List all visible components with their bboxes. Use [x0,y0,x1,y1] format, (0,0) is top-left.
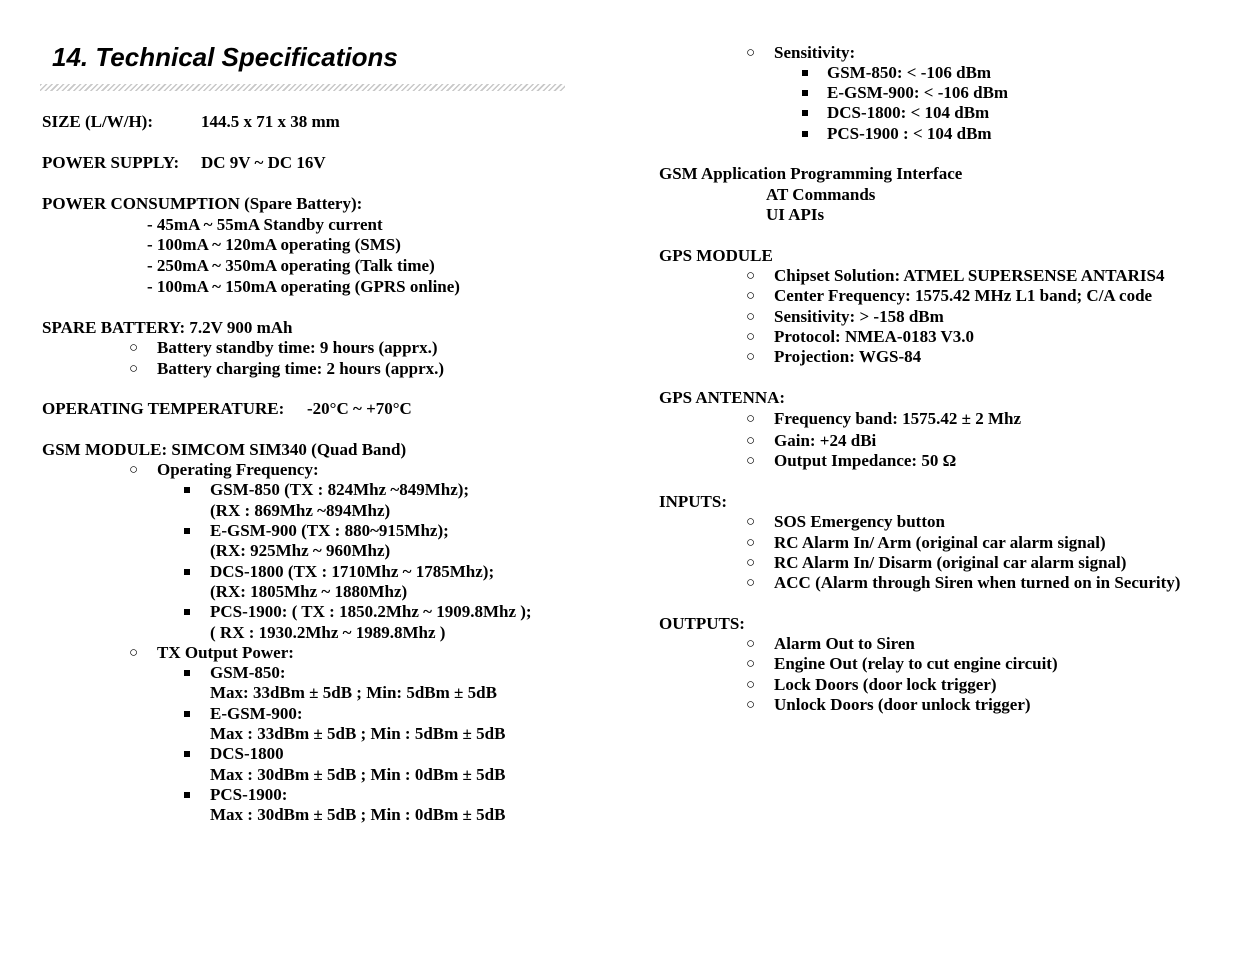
page-title: 14. Technical Specifications [52,42,398,72]
inputs-item: RC Alarm In/ Arm (original car alarm signal) [774,533,1106,552]
circle-bullet-icon: ○ [746,697,756,713]
spare-battery-label: SPARE BATTERY: 7.2V 900 mAh [42,318,293,337]
sensitivity-item: GSM-850: < -106 dBm [827,63,992,82]
operating-temperature-value: -20°C ~ +70°C [307,399,412,418]
square-bullet-icon [802,90,808,96]
spare-battery-item: Battery charging time: 2 hours (apprx.) [157,359,445,378]
frequency-band-line: (RX: 1805Mhz ~ 1880Mhz) [210,582,408,601]
gps-module-label: GPS MODULE [659,246,773,265]
square-bullet-icon [802,110,808,116]
gps-module-item: Center Frequency: 1575.42 MHz L1 band; C/A code [774,286,1153,305]
operating-temperature-label: OPERATING TEMPERATURE: [42,399,285,418]
frequency-band-line: GSM-850 (TX : 824Mhz ~849Mhz); [210,480,470,499]
size-label: SIZE (L/W/H): [42,112,153,131]
sensitivity-label: Sensitivity: [774,43,856,62]
frequency-band-line: (RX: 925Mhz ~ 960Mhz) [210,541,391,560]
title-divider [40,84,565,91]
square-bullet-icon [802,131,808,137]
square-bullet-icon [802,70,808,76]
square-bullet-icon [184,487,190,493]
frequency-band-line: (RX : 869Mhz ~894Mhz) [210,501,391,520]
frequency-band-line: ( RX : 1930.2Mhz ~ 1989.8Mhz ) [210,623,446,642]
api-item: UI APIs [766,205,825,224]
square-bullet-icon [184,609,190,615]
circle-bullet-icon: ○ [746,45,756,61]
circle-bullet-icon: ○ [746,656,756,672]
gps-module-item: Sensitivity: > -158 dBm [774,307,944,326]
frequency-band-line: DCS-1800 (TX : 1710Mhz ~ 1785Mhz); [210,562,495,581]
frequency-band-line: E-GSM-900 (TX : 880~915Mhz); [210,521,449,540]
circle-bullet-icon: ○ [129,361,139,377]
tx-power-line: E-GSM-900: [210,704,303,723]
circle-bullet-icon: ○ [129,462,139,478]
size-value: 144.5 x 71 x 38 mm [201,112,340,131]
sensitivity-item: PCS-1900 : < 104 dBm [827,124,992,143]
circle-bullet-icon: ○ [746,555,756,571]
outputs-item: Unlock Doors (door unlock trigger) [774,695,1031,714]
tx-power-line: Max : 33dBm ± 5dB ; Min : 5dBm ± 5dB [210,724,506,743]
gsm-module-label: GSM MODULE: SIMCOM SIM340 (Quad Band) [42,440,407,459]
outputs-item: Engine Out (relay to cut engine circuit) [774,654,1058,673]
circle-bullet-icon: ○ [746,514,756,530]
gps-antenna-item: Frequency band: 1575.42 ± 2 Mhz [774,409,1022,428]
circle-bullet-icon: ○ [129,645,139,661]
circle-bullet-icon: ○ [746,433,756,449]
circle-bullet-icon: ○ [746,349,756,365]
outputs-label: OUTPUTS: [659,614,745,633]
square-bullet-icon [184,569,190,575]
outputs-item: Lock Doors (door lock trigger) [774,675,997,694]
api-item: AT Commands [766,185,876,204]
tx-power-line: PCS-1900: [210,785,288,804]
square-bullet-icon [184,792,190,798]
circle-bullet-icon: ○ [746,329,756,345]
sensitivity-item: E-GSM-900: < -106 dBm [827,83,1009,102]
circle-bullet-icon: ○ [746,535,756,551]
inputs-item: ACC (Alarm through Siren when turned on in Security) [774,573,1181,592]
gps-antenna-label: GPS ANTENNA: [659,388,786,407]
tx-power-line: GSM-850: [210,663,286,682]
tx-power-line: Max: 33dBm ± 5dB ; Min: 5dBm ± 5dB [210,683,497,702]
power-supply-label: POWER SUPPLY: [42,153,180,172]
power-consumption-item: - 100mA ~ 120mA operating (SMS) [147,235,401,254]
tx-power-line: Max : 30dBm ± 5dB ; Min : 0dBm ± 5dB [210,765,506,784]
circle-bullet-icon: ○ [746,288,756,304]
power-consumption-item: - 45mA ~ 55mA Standby current [147,215,383,234]
circle-bullet-icon: ○ [746,636,756,652]
circle-bullet-icon: ○ [746,411,756,427]
power-consumption-item: - 100mA ~ 150mA operating (GPRS online) [147,277,460,296]
circle-bullet-icon: ○ [129,340,139,356]
inputs-item: SOS Emergency button [774,512,945,531]
api-label: GSM Application Programming Interface [659,164,963,183]
gps-module-item: Chipset Solution: ATMEL SUPERSENSE ANTARIS4 [774,266,1165,285]
gps-antenna-item: Output Impedance: 50 Ω [774,451,957,470]
tx-power-line: Max : 30dBm ± 5dB ; Min : 0dBm ± 5dB [210,805,506,824]
tx-output-power-label: TX Output Power: [157,643,294,662]
square-bullet-icon [184,711,190,717]
circle-bullet-icon: ○ [746,677,756,693]
circle-bullet-icon: ○ [746,268,756,284]
sensitivity-item: DCS-1800: < 104 dBm [827,103,990,122]
spare-battery-item: Battery standby time: 9 hours (apprx.) [157,338,438,357]
operating-frequency-label: Operating Frequency: [157,460,319,479]
outputs-item: Alarm Out to Siren [774,634,915,653]
square-bullet-icon [184,670,190,676]
circle-bullet-icon: ○ [746,453,756,469]
power-consumption-item: - 250mA ~ 350mA operating (Talk time) [147,256,435,275]
gps-module-item: Protocol: NMEA-0183 V3.0 [774,327,975,346]
circle-bullet-icon: ○ [746,575,756,591]
gps-antenna-item: Gain: +24 dBi [774,431,877,450]
power-consumption-label: POWER CONSUMPTION (Spare Battery): [42,194,363,213]
inputs-item: RC Alarm In/ Disarm (original car alarm signal) [774,553,1127,572]
frequency-band-line: PCS-1900: ( TX : 1850.2Mhz ~ 1909.8Mhz ); [210,602,532,621]
circle-bullet-icon: ○ [746,309,756,325]
gps-module-item: Projection: WGS-84 [774,347,922,366]
inputs-label: INPUTS: [659,492,728,511]
square-bullet-icon [184,751,190,757]
tx-power-line: DCS-1800 [210,744,284,763]
power-supply-value: DC 9V ~ DC 16V [201,153,326,172]
square-bullet-icon [184,528,190,534]
